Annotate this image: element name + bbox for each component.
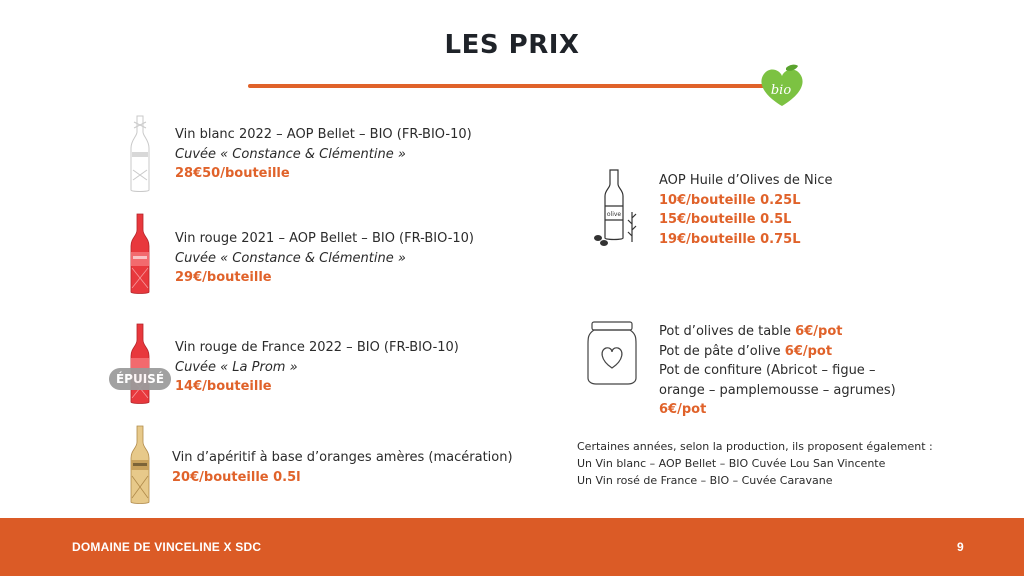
product-price: 20€/bouteille 0.5l	[172, 469, 301, 485]
jar-jam-label-cont: orange – pamplemousse – agrumes)	[659, 382, 896, 398]
jar-tapenade-price: 6€/pot	[784, 343, 833, 359]
page-title: LES PRIX	[444, 30, 580, 60]
white-wine-bottle-icon	[124, 114, 156, 194]
availability-note	[577, 438, 933, 489]
note-line: Un Vin blanc – AOP Bellet – BIO Cuvée Lou San Vincente	[577, 457, 886, 470]
aperitif-bottle-icon	[126, 424, 154, 506]
red-wine-bottle-icon	[126, 212, 154, 296]
red-wine-bottle-icon	[126, 322, 154, 406]
jar-olives-price: 6€/pot	[795, 324, 843, 339]
jar-tapenade-line	[659, 342, 896, 362]
product-price: 10€/bouteille 0.25L	[659, 192, 801, 208]
jar-olives-label: Pot d’olives de table	[659, 324, 796, 339]
jar-jam-price: 6€/pot	[659, 402, 707, 417]
jar-olives-line	[659, 322, 896, 342]
product-name: Vin rouge de France 2022 – BIO (FR-BIO-10)	[175, 340, 459, 355]
jar-jam-label: Pot de confiture (Abricot – figue –	[659, 363, 876, 378]
footer-brand: DOMAINE DE VINCELINE X SDC	[72, 540, 262, 554]
jar-tapenade-label: Pot de pâte d’olive	[659, 343, 785, 359]
sold-out-badge: ÉPUISÉ	[109, 368, 171, 390]
product-olive-oil	[659, 171, 833, 249]
olive-oil-bottle-icon	[590, 166, 642, 246]
product-cuvee: Cuvée « Constance & Clémentine »	[175, 250, 406, 266]
product-cuvee: Cuvée « La Prom »	[175, 359, 298, 375]
product-name: AOP Huile d’Olives de Nice	[659, 173, 833, 188]
product-white-wine	[175, 125, 472, 184]
product-red-wine-2021	[175, 229, 474, 288]
footer-bar	[0, 518, 1024, 576]
bio-badge-label: bio	[770, 83, 792, 98]
product-name: Vin rouge 2021 – AOP Bellet – BIO (FR-BIO-10)	[175, 231, 474, 246]
note-line: Certaines années, selon la production, ils proposent également :	[577, 440, 933, 453]
jar-heart-icon	[584, 320, 640, 386]
title-divider	[248, 84, 768, 88]
product-name: Vin d’apéritif à base d’oranges amères (macération)	[172, 450, 513, 465]
product-price: 28€50/bouteille	[175, 166, 290, 181]
product-price: 15€/bouteille 0.5L	[659, 212, 792, 227]
product-price: 29€/bouteille	[175, 270, 272, 285]
product-aperitif	[172, 448, 513, 487]
product-cuvee: Cuvée « Constance & Clémentine »	[175, 146, 406, 162]
product-price: 14€/bouteille	[175, 379, 272, 394]
olive-bottle-label: olive	[606, 211, 622, 218]
product-red-wine-france	[175, 338, 459, 397]
page-number: 9	[957, 540, 964, 554]
product-name: Vin blanc 2022 – AOP Bellet – BIO (FR-BIO-10)	[175, 127, 472, 142]
note-line: Un Vin rosé de France – BIO – Cuvée Caravane	[577, 474, 833, 487]
bio-leaf-icon	[756, 62, 808, 110]
product-price: 19€/bouteille 0.75L	[659, 231, 801, 247]
product-jars	[659, 322, 896, 420]
